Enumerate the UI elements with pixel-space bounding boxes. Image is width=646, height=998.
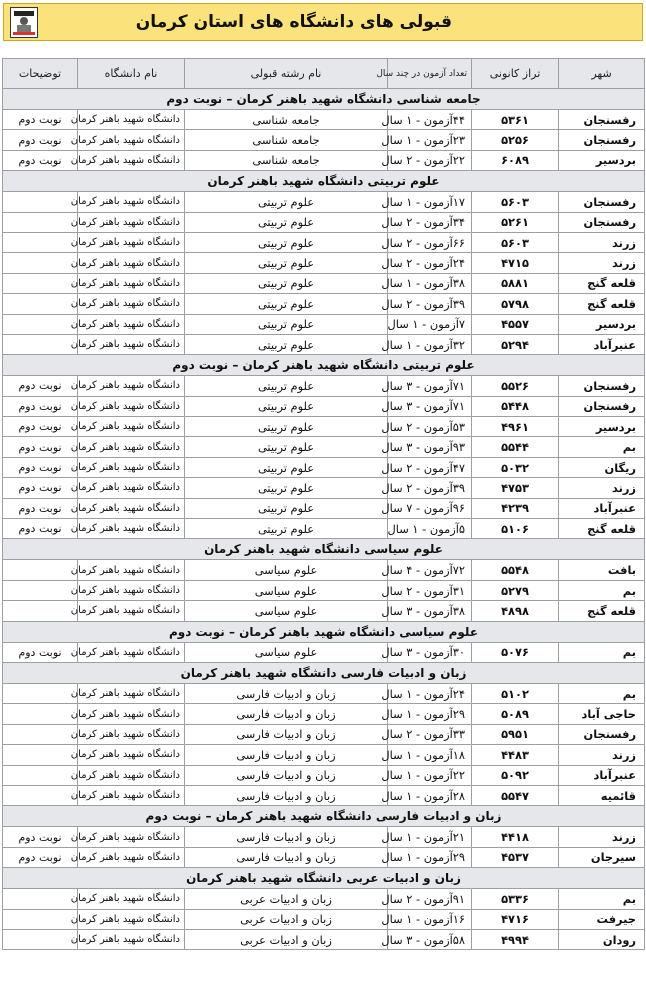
table-row [3,192,645,212]
cell-uni: دانشگاه شهید باهنر کرمان [78,376,185,396]
table-row [3,704,645,724]
cell-note: نوبت دوم [3,457,78,477]
cell-uni: دانشگاه شهید باهنر کرمان [78,457,185,477]
table-body [3,89,645,950]
header-major: نام رشته قبولی [185,59,388,89]
cell-exams: ۵۸آزمون - ۳ سال [388,929,472,949]
table-row [3,396,645,416]
cell-uni: دانشگاه شهید باهنر کرمان [78,396,185,416]
table-row [3,334,645,354]
cell-city: بم [559,642,645,662]
cell-uni: دانشگاه شهید باهنر کرمان [78,683,185,703]
table-row [3,519,645,539]
cell-city: زرند [559,827,645,847]
cell-major: علوم سیاسی [185,560,388,580]
cell-uni: دانشگاه شهید باهنر کرمان [78,273,185,293]
cell-major: علوم تربیتی [185,417,388,437]
cell-uni: دانشگاه شهید باهنر کرمان [78,110,185,130]
cell-major: علوم تربیتی [185,212,388,232]
cell-major: علوم تربیتی [185,192,388,212]
cell-score: ۵۳۳۶ [472,889,559,909]
cell-score: ۴۷۱۵ [472,253,559,273]
cell-note [3,909,78,929]
cell-city: زرند [559,745,645,765]
section-title: زبان و ادبیات فارسی دانشگاه شهید باهنر کرمان [3,662,645,683]
cell-city: عنبرآباد [559,334,645,354]
table-row [3,724,645,744]
table-row [3,457,645,477]
table-row [3,376,645,396]
cell-score: ۵۶۰۳ [472,232,559,252]
cell-exams: ۲۴آزمون - ۱ سال [388,683,472,703]
cell-exams: ۷۲آزمون - ۴ سال [388,560,472,580]
cell-major: علوم تربیتی [185,232,388,252]
cell-score: ۵۵۴۸ [472,560,559,580]
cell-exams: ۵۳آزمون - ۲ سال [388,417,472,437]
table-row [3,273,645,293]
cell-note: نوبت دوم [3,150,78,170]
cell-exams: ۹۳آزمون - ۳ سال [388,437,472,457]
cell-city: قلعه گنج [559,519,645,539]
cell-score: ۵۶۰۳ [472,192,559,212]
cell-note [3,765,78,785]
cell-city: بم [559,437,645,457]
page-title: قبولی های دانشگاه های استان کرمان [135,12,452,32]
cell-note: نوبت دوم [3,847,78,867]
cell-score: ۵۰۹۲ [472,765,559,785]
cell-exams: ۲۴آزمون - ۲ سال [388,253,472,273]
cell-exams: ۳۰آزمون - ۳ سال [388,642,472,662]
cell-major: جامعه شناسی [185,110,388,130]
cell-major: زبان و ادبیات فارسی [185,765,388,785]
section-title: علوم سیاسی دانشگاه شهید باهنر کرمان – نوبت دوم [3,621,645,642]
cell-note [3,601,78,621]
section-header-row [3,355,645,376]
cell-city: رفسنجان [559,130,645,150]
cell-uni: دانشگاه شهید باهنر کرمان [78,827,185,847]
cell-uni: دانشگاه شهید باهنر کرمان [78,745,185,765]
table-row [3,130,645,150]
cell-uni: دانشگاه شهید باهنر کرمان [78,314,185,334]
cell-major: زبان و ادبیات فارسی [185,745,388,765]
cell-major: علوم تربیتی [185,519,388,539]
table-row [3,560,645,580]
cell-score: ۴۷۱۶ [472,909,559,929]
cell-major: زبان و ادبیات عربی [185,909,388,929]
cell-exams: ۴۴آزمون - ۱ سال [388,110,472,130]
table-row [3,417,645,437]
cell-note [3,314,78,334]
cell-city: عنبرآباد [559,498,645,518]
section-header-row [3,806,645,827]
cell-exams: ۳۹آزمون - ۲ سال [388,294,472,314]
cell-uni: دانشگاه شهید باهنر کرمان [78,478,185,498]
section-header-row [3,868,645,889]
cell-note: نوبت دوم [3,376,78,396]
cell-uni: دانشگاه شهید باهنر کرمان [78,334,185,354]
table-row [3,253,645,273]
cell-score: ۴۹۶۱ [472,417,559,437]
cell-major: علوم تربیتی [185,396,388,416]
cell-uni: دانشگاه شهید باهنر کرمان [78,909,185,929]
table-row [3,232,645,252]
cell-note [3,704,78,724]
section-header-row [3,171,645,192]
cell-city: رفسنجان [559,724,645,744]
section-header-row [3,621,645,642]
cell-score: ۵۵۴۷ [472,785,559,805]
cell-city: بم [559,683,645,703]
cell-city: قلعه گنج [559,601,645,621]
table-row [3,785,645,805]
table-row [3,314,645,334]
cell-note [3,724,78,744]
cell-score: ۵۱۰۶ [472,519,559,539]
cell-note [3,683,78,703]
cell-note [3,929,78,949]
header-university: نام دانشگاه [78,59,185,89]
cell-exams: ۲۹آزمون - ۱ سال [388,847,472,867]
cell-exams: ۱۸آزمون - ۱ سال [388,745,472,765]
table-row [3,150,645,170]
cell-score: ۴۸۹۸ [472,601,559,621]
cell-major: علوم تربیتی [185,314,388,334]
cell-score: ۴۵۳۷ [472,847,559,867]
cell-uni: دانشگاه شهید باهنر کرمان [78,642,185,662]
cell-note [3,334,78,354]
cell-uni: دانشگاه شهید باهنر کرمان [78,785,185,805]
cell-note [3,192,78,212]
cell-city: حاجی آباد [559,704,645,724]
cell-city: بم [559,889,645,909]
section-header-row [3,539,645,560]
cell-note: نوبت دوم [3,478,78,498]
cell-score: ۵۲۹۴ [472,334,559,354]
cell-score: ۵۲۷۹ [472,580,559,600]
cell-major: زبان و ادبیات عربی [185,889,388,909]
cell-note [3,745,78,765]
cell-city: زرند [559,478,645,498]
cell-exams: ۳۸آزمون - ۳ سال [388,601,472,621]
table-row [3,601,645,621]
cell-score: ۴۴۸۳ [472,745,559,765]
table-row [3,294,645,314]
cell-note: نوبت دوم [3,827,78,847]
cell-exams: ۲۳آزمون - ۱ سال [388,130,472,150]
cell-exams: ۳۱آزمون - ۲ سال [388,580,472,600]
cell-score: ۵۸۸۱ [472,273,559,293]
table-header-row [3,59,645,89]
table-row [3,437,645,457]
cell-note [3,889,78,909]
cell-uni: دانشگاه شهید باهنر کرمان [78,704,185,724]
cell-major: علوم تربیتی [185,498,388,518]
cell-uni: دانشگاه شهید باهنر کرمان [78,232,185,252]
cell-note: نوبت دوم [3,110,78,130]
cell-note: نوبت دوم [3,130,78,150]
cell-major: علوم تربیتی [185,334,388,354]
cell-city: سیرجان [559,847,645,867]
cell-uni: دانشگاه شهید باهنر کرمان [78,601,185,621]
table-row [3,827,645,847]
cell-uni: دانشگاه شهید باهنر کرمان [78,192,185,212]
cell-uni: دانشگاه شهید باهنر کرمان [78,130,185,150]
cell-major: زبان و ادبیات فارسی [185,847,388,867]
section-title: زبان و ادبیات عربی دانشگاه شهید باهنر کرمان [3,868,645,889]
cell-uni: دانشگاه شهید باهنر کرمان [78,212,185,232]
cell-uni: دانشگاه شهید باهنر کرمان [78,294,185,314]
cell-city: بردسیر [559,150,645,170]
cell-major: زبان و ادبیات فارسی [185,785,388,805]
cell-score: ۵۰۷۶ [472,642,559,662]
cell-score: ۵۰۳۲ [472,457,559,477]
table-row [3,847,645,867]
cell-score: ۵۷۹۸ [472,294,559,314]
cell-exams: ۹۱آزمون - ۲ سال [388,889,472,909]
cell-uni: دانشگاه شهید باهنر کرمان [78,580,185,600]
section-title: جامعه شناسی دانشگاه شهید باهنر کرمان – نوبت دوم [3,89,645,110]
cell-city: بم [559,580,645,600]
cell-note [3,294,78,314]
cell-major: جامعه شناسی [185,150,388,170]
cell-score: ۵۹۵۱ [472,724,559,744]
cell-city: رفسنجان [559,192,645,212]
table-row [3,683,645,703]
admissions-table-container [2,58,644,995]
cell-major: علوم تربیتی [185,478,388,498]
cell-city: جیرفت [559,909,645,929]
cell-uni: دانشگاه شهید باهنر کرمان [78,498,185,518]
cell-score: ۴۲۳۹ [472,498,559,518]
table-row [3,498,645,518]
cell-score: ۴۵۵۷ [472,314,559,334]
cell-score: ۴۷۵۳ [472,478,559,498]
cell-exams: ۳۳آزمون - ۲ سال [388,724,472,744]
cell-city: ریگان [559,457,645,477]
cell-major: زبان و ادبیات فارسی [185,724,388,744]
table-row [3,745,645,765]
cell-uni: دانشگاه شهید باهنر کرمان [78,724,185,744]
cell-major: زبان و ادبیات فارسی [185,827,388,847]
cell-score: ۵۱۰۲ [472,683,559,703]
table-row [3,212,645,232]
cell-exams: ۹۶آزمون - ۷ سال [388,498,472,518]
cell-exams: ۱۷آزمون - ۱ سال [388,192,472,212]
table-row [3,929,645,949]
cell-city: رفسنجان [559,212,645,232]
header-exams: تعداد آزمون در چند سال [388,59,472,89]
cell-note: نوبت دوم [3,642,78,662]
table-row [3,580,645,600]
cell-score: ۵۴۴۸ [472,396,559,416]
cell-exams: ۶۶آزمون - ۲ سال [388,232,472,252]
cell-exams: ۳۸آزمون - ۱ سال [388,273,472,293]
table-row [3,110,645,130]
cell-uni: دانشگاه شهید باهنر کرمان [78,253,185,273]
cell-city: رفسنجان [559,396,645,416]
cell-exams: ۲۲آزمون - ۲ سال [388,150,472,170]
cell-exams: ۴۷آزمون - ۲ سال [388,457,472,477]
cell-city: رودان [559,929,645,949]
cell-city: قلعه گنج [559,294,645,314]
cell-major: علوم سیاسی [185,580,388,600]
section-header-row [3,89,645,110]
table-row [3,642,645,662]
cell-city: زرند [559,232,645,252]
cell-major: علوم تربیتی [185,294,388,314]
cell-city: بردسیر [559,314,645,334]
cell-note [3,232,78,252]
cell-city: قلعه گنج [559,273,645,293]
cell-city: بافت [559,560,645,580]
table-row [3,478,645,498]
cell-uni: دانشگاه شهید باهنر کرمان [78,437,185,457]
cell-city: بردسیر [559,417,645,437]
cell-score: ۵۳۶۱ [472,110,559,130]
section-title: علوم سیاسی دانشگاه شهید باهنر کرمان [3,539,645,560]
cell-exams: ۳۲آزمون - ۱ سال [388,334,472,354]
cell-major: جامعه شناسی [185,130,388,150]
section-header-row [3,662,645,683]
cell-uni: دانشگاه شهید باهنر کرمان [78,150,185,170]
cell-major: زبان و ادبیات فارسی [185,683,388,703]
cell-major: زبان و ادبیات فارسی [185,704,388,724]
cell-uni: دانشگاه شهید باهنر کرمان [78,929,185,949]
cell-note [3,212,78,232]
cell-score: ۵۵۲۶ [472,376,559,396]
cell-score: ۵۰۸۹ [472,704,559,724]
cell-exams: ۲۸آزمون - ۱ سال [388,785,472,805]
cell-major: زبان و ادبیات عربی [185,929,388,949]
admissions-table [2,58,645,950]
cell-score: ۴۹۹۴ [472,929,559,949]
cell-exams: ۲۹آزمون - ۱ سال [388,704,472,724]
cell-uni: دانشگاه شهید باهنر کرمان [78,560,185,580]
cell-score: ۵۵۴۴ [472,437,559,457]
cell-score: ۵۲۶۱ [472,212,559,232]
cell-uni: دانشگاه شهید باهنر کرمان [78,519,185,539]
cell-note: نوبت دوم [3,437,78,457]
cell-city: عنبرآباد [559,765,645,785]
cell-exams: ۷آزمون - ۱ سال [388,314,472,334]
cell-major: علوم سیاسی [185,642,388,662]
cell-note: نوبت دوم [3,417,78,437]
cell-city: زرند [559,253,645,273]
section-title: علوم تربیتی دانشگاه شهید باهنر کرمان – نوبت دوم [3,355,645,376]
cell-note [3,560,78,580]
cell-note: نوبت دوم [3,519,78,539]
cell-score: ۶۰۸۹ [472,150,559,170]
table-row [3,765,645,785]
cell-note: نوبت دوم [3,498,78,518]
cell-exams: ۵آزمون - ۱ سال [388,519,472,539]
cell-note: نوبت دوم [3,396,78,416]
cell-score: ۵۲۵۶ [472,130,559,150]
cell-major: علوم تربیتی [185,457,388,477]
cell-major: علوم تربیتی [185,253,388,273]
cell-exams: ۳۴آزمون - ۲ سال [388,212,472,232]
header-city: شهر [559,59,645,89]
cell-uni: دانشگاه شهید باهنر کرمان [78,847,185,867]
cell-exams: ۷۱آزمون - ۳ سال [388,376,472,396]
table-row [3,889,645,909]
cell-uni: دانشگاه شهید باهنر کرمان [78,765,185,785]
cell-major: علوم تربیتی [185,376,388,396]
section-title: زبان و ادبیات فارسی دانشگاه شهید باهنر کرمان – نوبت دوم [3,806,645,827]
cell-major: علوم سیاسی [185,601,388,621]
cell-note [3,580,78,600]
header-notes: توضیحات [3,59,78,89]
cell-major: علوم تربیتی [185,437,388,457]
header-score: تراز کانونی [472,59,559,89]
cell-exams: ۱۶آزمون - ۱ سال [388,909,472,929]
cell-score: ۴۴۱۸ [472,827,559,847]
cell-exams: ۲۲آزمون - ۱ سال [388,765,472,785]
cell-exams: ۳۹آزمون - ۲ سال [388,478,472,498]
table-row [3,909,645,929]
graduate-logo-icon [10,7,38,38]
cell-note [3,785,78,805]
cell-note [3,253,78,273]
cell-city: رفسنجان [559,376,645,396]
cell-note [3,273,78,293]
cell-uni: دانشگاه شهید باهنر کرمان [78,889,185,909]
section-title: علوم تربیتی دانشگاه شهید باهنر کرمان [3,171,645,192]
cell-exams: ۲۱آزمون - ۱ سال [388,827,472,847]
cell-city: قائمیه [559,785,645,805]
title-banner [3,3,643,41]
cell-uni: دانشگاه شهید باهنر کرمان [78,417,185,437]
cell-exams: ۷۱آزمون - ۳ سال [388,396,472,416]
cell-city: رفسنجان [559,110,645,130]
cell-major: علوم تربیتی [185,273,388,293]
